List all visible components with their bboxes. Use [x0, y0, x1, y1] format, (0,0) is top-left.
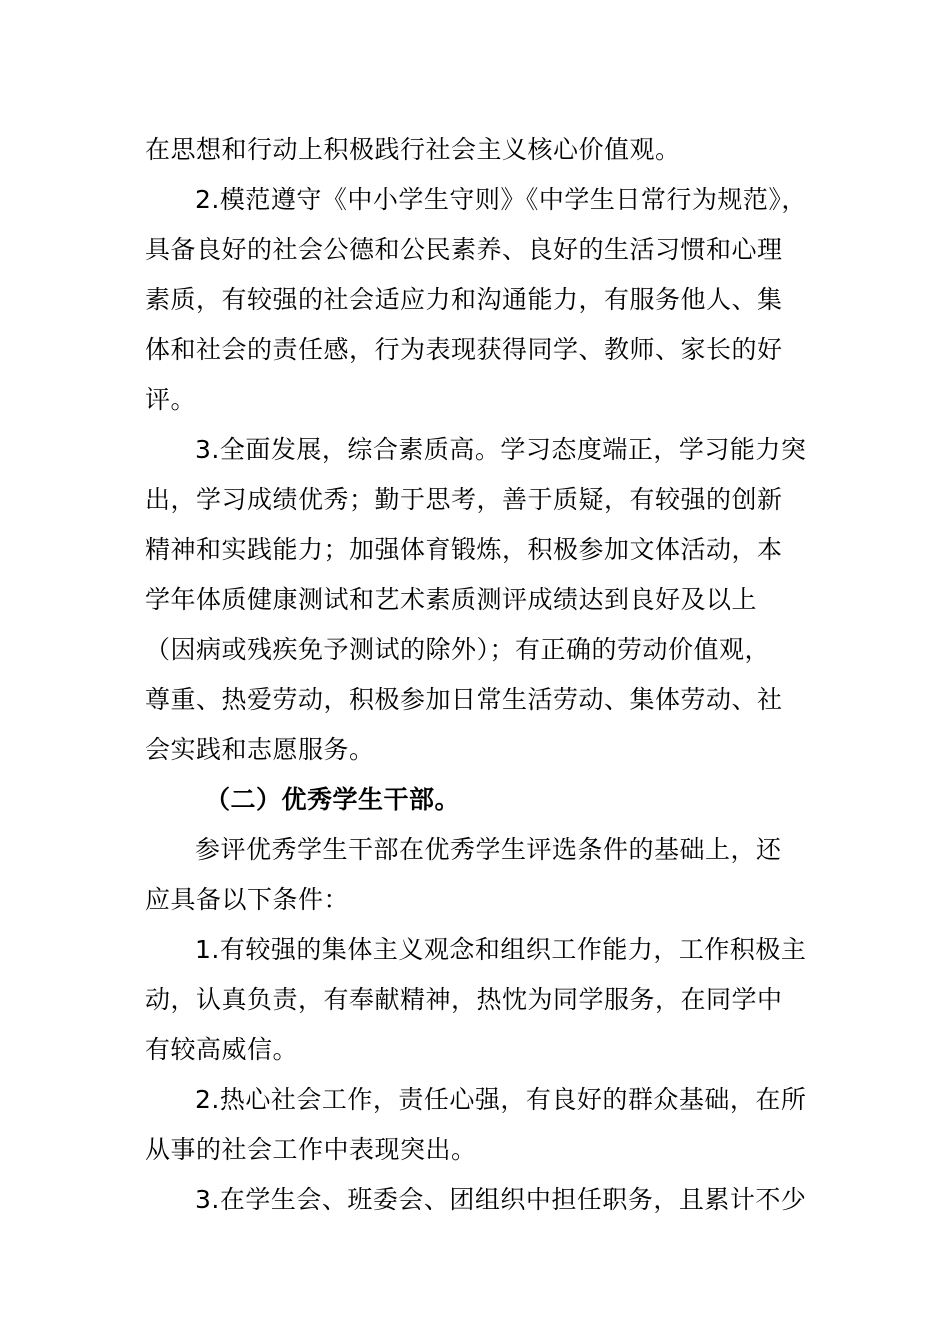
paragraph-line: 素质，有较强的社会适应力和沟通能力，有服务他人、集	[145, 285, 783, 314]
paragraph-line: 3.在学生会、班委会、团组织中担任职务，且累计不少	[195, 1185, 807, 1214]
paragraph-line: 尊重、热爱劳动，积极参加日常生活劳动、集体劳动、社	[145, 685, 783, 714]
paragraph-line: 参评优秀学生干部在优秀学生评选条件的基础上，还	[195, 835, 782, 864]
paragraph-line: （因病或残疾免予测试的除外）；有正确的劳动价值观，	[145, 635, 771, 664]
paragraph-line: 评。	[145, 385, 197, 414]
section-heading: （二）优秀学生干部。	[205, 785, 461, 814]
paragraph-line: 从事的社会工作中表现突出。	[145, 1135, 477, 1164]
paragraph-line: 体和社会的责任感，行为表现获得同学、教师、家长的好	[145, 335, 783, 364]
paragraph-line: 动，认真负责，有奉献精神，热忱为同学服务，在同学中	[145, 985, 783, 1014]
paragraph-line: 会实践和志愿服务。	[145, 735, 375, 764]
paragraph-line: 在思想和行动上积极践行社会主义核心价值观。	[145, 135, 681, 164]
paragraph-line: 有较高威信。	[145, 1035, 299, 1064]
paragraph-line: 2.热心社会工作，责任心强，有良好的群众基础，在所	[195, 1085, 807, 1114]
paragraph-line: 3.全面发展，综合素质高。学习态度端正，学习能力突	[195, 435, 807, 464]
paragraph-line: 学年体质健康测试和艺术素质测评成绩达到良好及以上	[145, 585, 758, 614]
paragraph-line: 出，学习成绩优秀；勤于思考，善于质疑，有较强的创新	[145, 485, 783, 514]
paragraph-line: 2.模范遵守《中小学生守则》《中学生日常行为规范》，	[195, 185, 807, 214]
paragraph-line: 具备良好的社会公德和公民素养、良好的生活习惯和心理	[145, 235, 783, 264]
paragraph-line: 1.有较强的集体主义观念和组织工作能力，工作积极主	[195, 935, 807, 964]
paragraph-line: 应具备以下条件：	[145, 885, 350, 914]
paragraph-line: 精神和实践能力；加强体育锻炼，积极参加文体活动，本	[145, 535, 783, 564]
